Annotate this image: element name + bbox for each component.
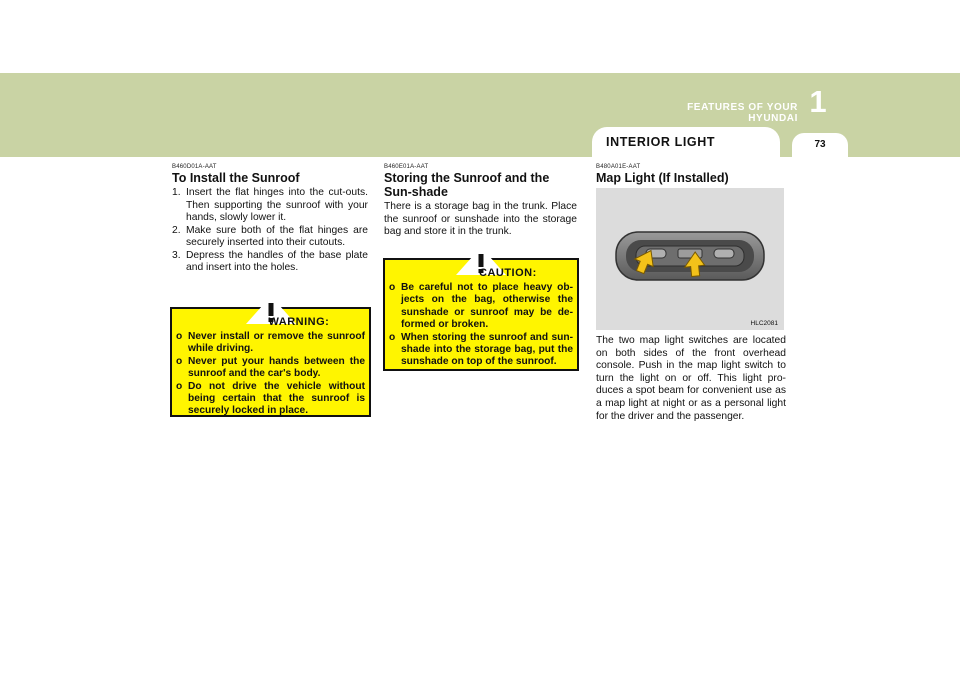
warning-list <box>176 331 365 418</box>
warning-item <box>176 381 365 418</box>
bullet-marker: o <box>176 380 183 392</box>
section-text: The two map light switches are located on both sides of the front overhead console. Push in the map light switch to turn the light on or off. This light pro-duces a spot beam for convenient use as a map light at night or as a personal light for the driver and the passenger. <box>596 335 786 422</box>
bullet-marker: o <box>176 355 183 367</box>
step-text: Depress the handles of the base plate and insert into the holes. <box>186 249 368 273</box>
figure-label: HLC2081 <box>750 320 778 327</box>
section-title: INTERIOR LIGHT <box>606 135 716 149</box>
section-code: B480A01E-AAT <box>596 164 641 170</box>
bullet-marker: o <box>176 331 183 342</box>
bullet-marker: o <box>389 331 396 343</box>
page-number: 73 <box>814 139 826 150</box>
section-heading: To Install the Sunroof <box>172 171 300 185</box>
step-text: Insert the flat hinges into the cut-outs. Then supporting the sunroof with your hands, slowly lower it. <box>186 187 368 223</box>
section-code: B460E01A-AAT <box>384 164 429 170</box>
caution-text: Be careful not to place heavy ob-jects on the bag, otherwise the sunshade or sunroof may be de-formed or broken. <box>401 282 573 331</box>
step-item <box>172 187 368 225</box>
section-heading: Map Light (If Installed) <box>596 171 729 185</box>
storing-sunroof-section <box>384 164 577 239</box>
map-light-figure <box>596 188 784 330</box>
step-item <box>172 250 368 275</box>
step-number: 1. <box>172 187 181 198</box>
warning-box <box>170 307 371 417</box>
caution-item <box>389 332 573 369</box>
install-steps <box>172 187 368 275</box>
map-light-description <box>596 335 786 423</box>
section-text: There is a storage bag in the trunk. Place the sunroof or sunshade into the storage bag and store it in the trunk. <box>384 201 577 238</box>
warning-text: Never put your hands between the sunroof and the car's body. <box>188 355 365 380</box>
caution-box <box>383 258 579 371</box>
step-item <box>172 225 368 250</box>
step-text: Make sure both of the flat hinges are securely inserted into their cutouts. <box>186 224 368 248</box>
bullet-marker: o <box>389 282 396 293</box>
warning-text: Never install or remove the sunroof while driving. <box>188 331 365 355</box>
step-number: 2. <box>172 224 181 236</box>
overhead-console-illustration <box>596 188 784 330</box>
chapter-number: 1 <box>809 84 827 119</box>
install-sunroof-section <box>172 164 368 275</box>
caution-title: CAUTION: <box>479 267 537 279</box>
section-heading: Storing the Sunroof and the Sun-shade <box>384 171 550 199</box>
warning-item <box>176 356 365 381</box>
caution-list <box>389 282 573 369</box>
chapter-title: FEATURES OF YOUR HYUNDAI <box>687 102 798 124</box>
caution-item <box>389 282 573 332</box>
caution-text: When storing the sunroof and sun-shade into the storage bag, put the sunshade on top of the sunroof. <box>401 331 573 368</box>
step-number: 3. <box>172 249 181 261</box>
warning-title: WARNING: <box>268 316 330 328</box>
warning-item <box>176 331 365 356</box>
warning-text: Do not drive the vehicle without being certain that the sunroof is securely locked in place. <box>188 380 365 417</box>
section-code: B460D01A-AAT <box>172 164 217 170</box>
map-light-section <box>596 164 790 187</box>
